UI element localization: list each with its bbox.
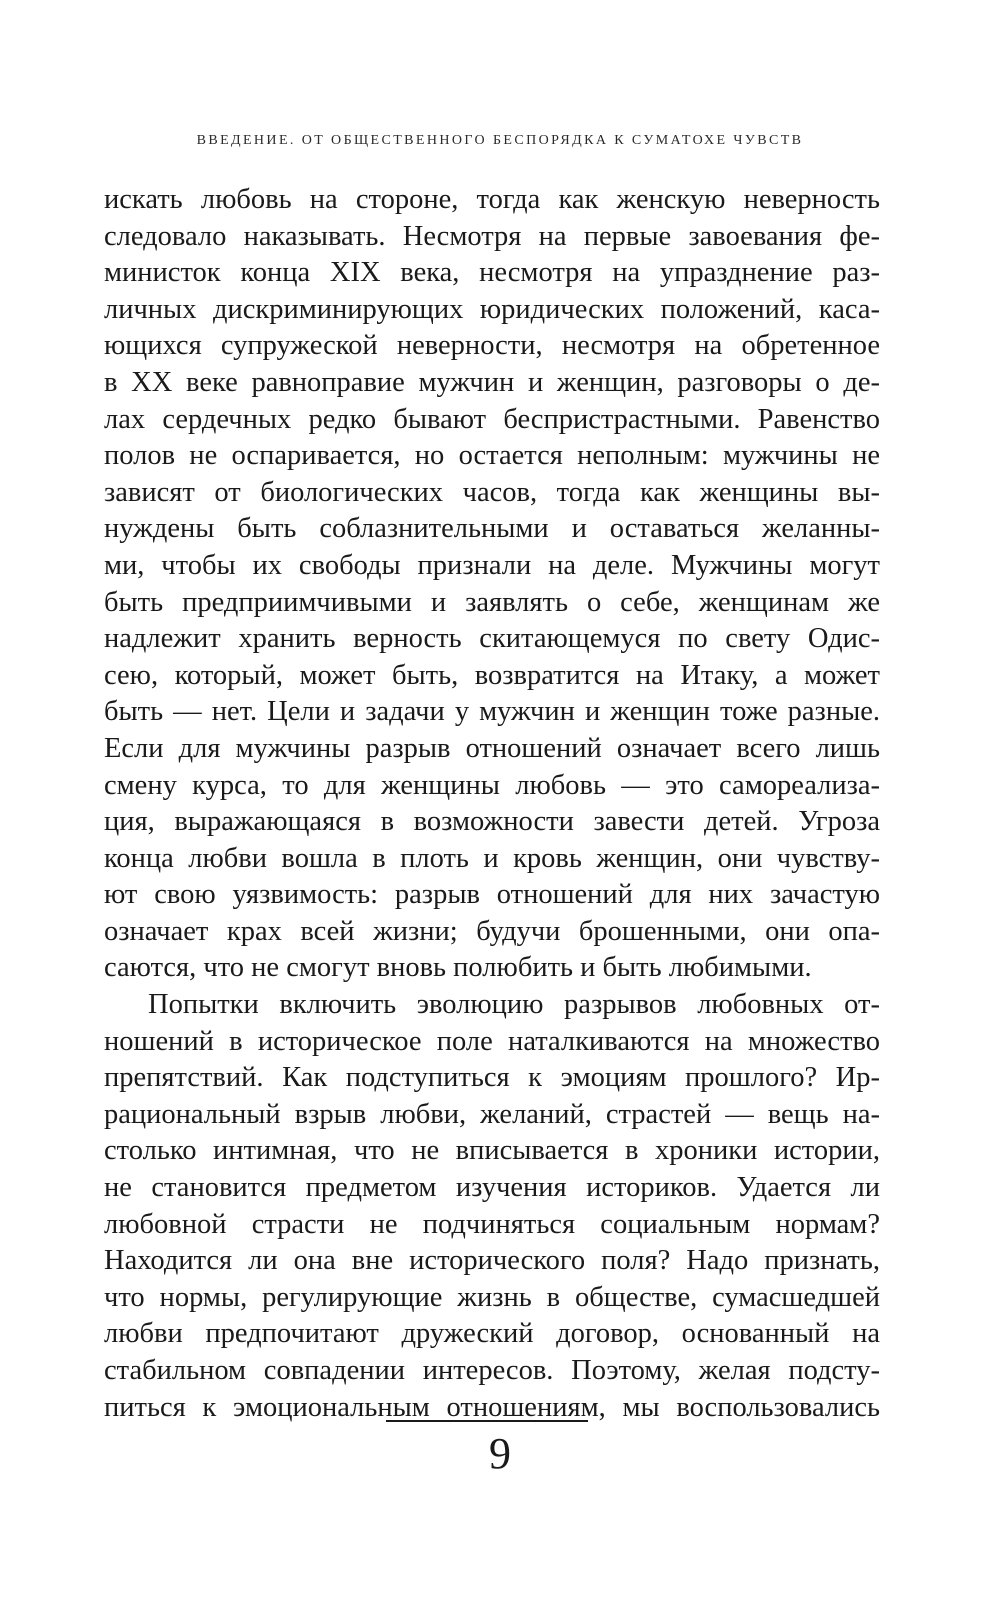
text-line: надлежит хранить верность скитающемуся по свету Одис-: [104, 623, 880, 655]
text-line: сею, который, может быть, возвратится на Итаку, а может: [104, 659, 880, 691]
paragraph-1: [104, 182, 880, 987]
text-line: ми, чтобы их свободы признали на деле. Мужчины могут: [104, 549, 880, 581]
text-line: смену курса, то для женщины любовь — это самореализа-: [104, 769, 880, 801]
text-line: стабильном совпадении интересов. Поэтому, желая подсту-: [104, 1355, 880, 1386]
text-line: быть предприимчивыми и заявлять о себе, женщинам же: [104, 586, 880, 618]
running-head: ВВЕДЕНИЕ. ОТ ОБЩЕСТВЕННОГО БЕСПОРЯДКА К СУМАТОХЕ ЧУВСТВ: [196, 133, 804, 148]
text-line: Если для мужчины разрыв отношений означает всего лишь: [104, 732, 880, 764]
text-line: в XX веке равноправие мужчин и женщин, разговоры о де-: [104, 366, 880, 398]
text-line: быть — нет. Цели и задачи у мужчин и женщин тоже разные.: [104, 696, 880, 728]
text-line: не становится предметом изучения историков. Удается ли: [104, 1172, 880, 1204]
text-line: ношений в историческое поле наталкиваются на множество: [104, 1025, 880, 1057]
text-line: рациональный взрыв любви, желаний, страстей — вещь на-: [104, 1098, 880, 1130]
text-line: ют свою уязвимость: разрыв отношений для них зачастую: [104, 879, 880, 911]
text-line: саются, что не смогут вновь полюбить и быть любимыми.: [104, 952, 812, 984]
paragraph-2: [104, 987, 880, 1426]
text-line: означает крах всей жизни; будучи брошенными, они опа-: [104, 915, 880, 947]
text-line: следовало наказывать. Несмотря на первые завоевания фе-: [104, 220, 880, 252]
text-line: искать любовь на стороне, тогда как женскую неверность: [104, 184, 880, 215]
text-line: столько интимная, что не вписывается в хроники истории,: [104, 1135, 880, 1167]
text-line: Находится ли она вне исторического поля? Надо признать,: [104, 1245, 880, 1277]
text-line: любовной страсти не подчиняться социальным нормам?: [104, 1208, 880, 1240]
folio-rule: [386, 1420, 588, 1422]
text-line: министок конца XIX века, несмотря на упразднение раз-: [104, 257, 880, 289]
text-line: полов не оспаривается, но остается неполным: мужчины не: [104, 440, 880, 472]
text-line: конца любви вошла в плоть и кровь женщин, они чувству-: [104, 842, 880, 874]
text-line: препятствий. Как подступиться к эмоциям прошлого? Ир-: [104, 1062, 880, 1094]
text-line: личных дискриминирующих юридических положений, каса-: [104, 293, 880, 325]
body-text: [104, 182, 880, 1426]
text-line: ция, выражающаяся в возможности завести детей. Угроза: [104, 806, 880, 838]
text-line: что нормы, регулирующие жизнь в обществе, сумасшедшей: [104, 1281, 880, 1313]
text-line: зависят от биологических часов, тогда как женщины вы-: [104, 476, 880, 508]
page-number: 9: [489, 1429, 511, 1478]
text-line: Попытки включить эволюцию разрывов любовных от-: [148, 989, 880, 1021]
text-line: нуждены быть соблазнительными и оставаться желанны-: [104, 513, 880, 545]
text-line: ющихся супружеской неверности, несмотря на обретенное: [104, 330, 880, 362]
text-line: питься к эмоциональным отношениям, мы воспользовались: [104, 1391, 880, 1423]
text-line: любви предпочитают дружеский договор, основанный на: [104, 1318, 880, 1350]
text-line: лах сердечных редко бывают беспристрастными. Равенство: [104, 403, 880, 435]
